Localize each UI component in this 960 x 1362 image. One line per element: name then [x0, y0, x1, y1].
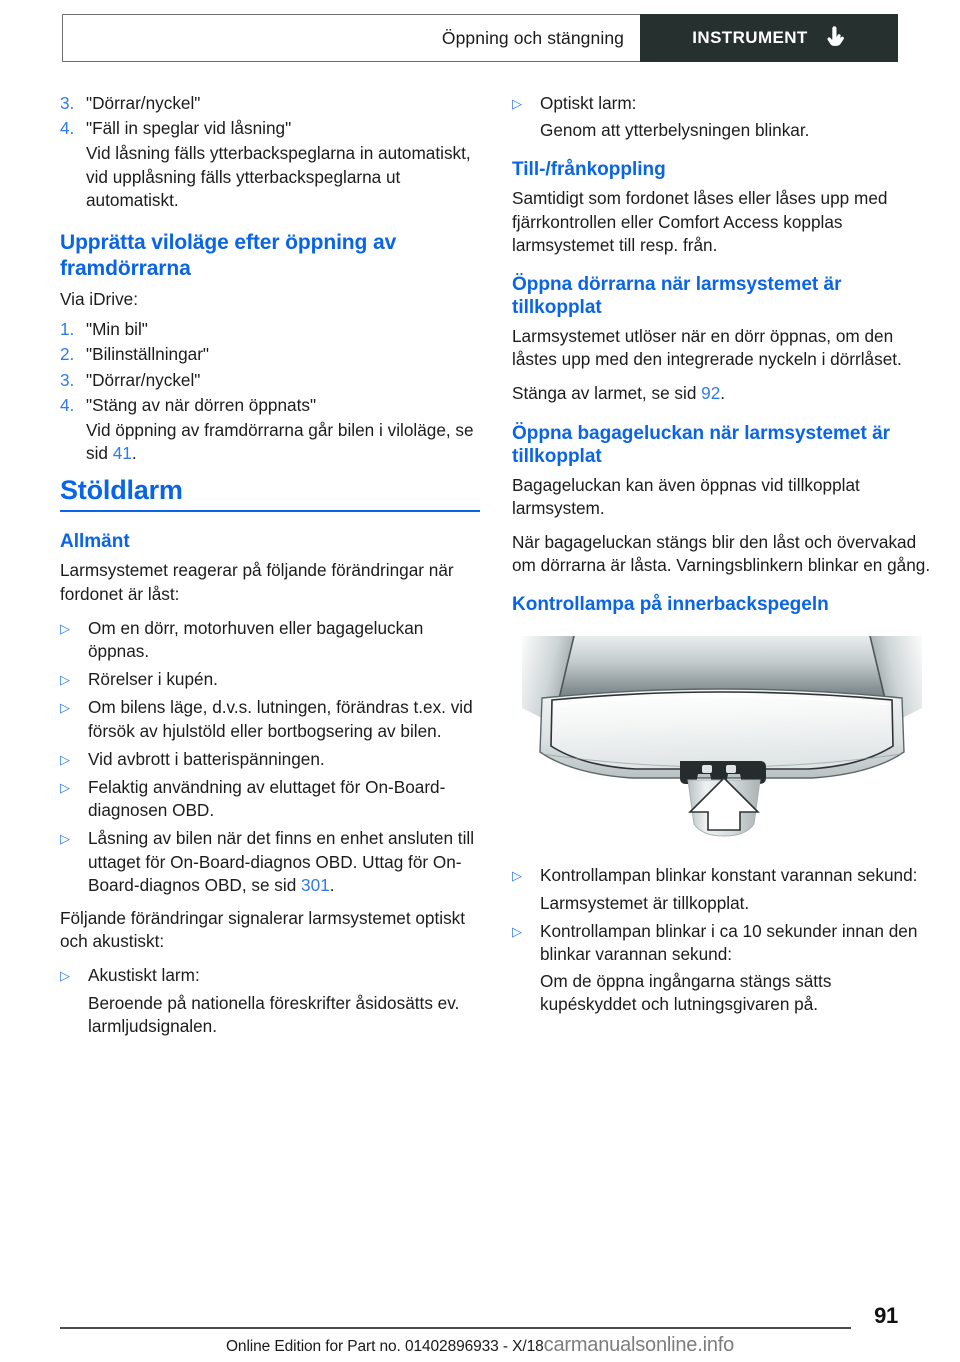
optiskt-body: Genom att ytterbelysningen blinkar.: [540, 120, 810, 141]
bullet-label: Kontrollampan blinkar i ca 10 sekunder innan den blinkar varannan sekund:: [540, 920, 918, 965]
list-item-label: Rörelser i kupén.: [88, 669, 218, 690]
triangle-bullet-icon: ▷: [60, 672, 70, 688]
list-item-label: "Stäng av när dörren öppnats": [86, 394, 317, 415]
list-item: [60, 369, 480, 392]
list-item: [60, 318, 480, 341]
till-frånkoppling-body: Samtidigt som fordonet låses eller låses upp med fjärrkontrollen eller Comfort Access kopplas larmsystemet till resp. från.: [512, 188, 888, 255]
list-item: [60, 827, 480, 897]
triangle-bullet-icon: ▷: [512, 96, 522, 111]
list-item-label: "Dörrar/nyckel": [86, 93, 201, 113]
öppna-dörrarna-body: Larmsystemet utlöser när en dörr öppnas, om den låstes upp med den integrerade nyckeln i dörrlåset.: [512, 326, 902, 370]
heading-allmänt: Allmänt: [60, 531, 130, 553]
list-item: [60, 92, 480, 115]
stänga-av-larmet: [512, 382, 932, 405]
list-item: [512, 92, 932, 142]
idrive-numbered-list: [60, 318, 480, 465]
obd-text: Låsning av bilen när det finns en enhet ansluten till uttaget för On-Board-diagnos OBD. Uttag för On-Board-diagnos OBD, se sid: [88, 828, 475, 895]
följande-intro: Följande förändringar signalerar larmsystemet optiskt och akustiskt:: [60, 908, 466, 952]
left-column: [60, 92, 480, 1048]
bullet-body: Larmsystemet är tillkopplat.: [540, 892, 750, 913]
list-item: [60, 668, 480, 691]
heading-kontrollampa: Kontrollampa på innerbackspegeln: [512, 594, 829, 616]
page-header: [62, 14, 898, 62]
footer-divider: [60, 1327, 851, 1329]
page-reference-92[interactable]: 92: [701, 383, 721, 404]
list-item-label: "Bilinställningar": [86, 344, 210, 365]
heading-öppna-dörrarna: Öppna dörrarna när larmsystemet är tillkopplat: [512, 274, 842, 319]
list-item-label: [540, 92, 932, 142]
right-column: [512, 92, 932, 1027]
bagage-body-2: När bagageluckan stängs blir den låst och övervakad om dörrarna är låsta. Varningsblinkern blinkar en gång.: [512, 532, 931, 576]
page-reference-301[interactable]: 301: [301, 874, 330, 895]
list-item-description: [86, 419, 480, 465]
heading-upprätta-viloläge: Upprätta viloläge efter öppning av framdörrarna: [60, 231, 397, 280]
akustiskt-bullet-list: [60, 964, 480, 1038]
watermark: carmanualsonline.info: [543, 1334, 735, 1356]
list-item-label: [88, 964, 480, 1038]
list-item: [60, 617, 480, 663]
bagage-body-1: Bagageluckan kan även öppnas vid tillkopplat larmsystem.: [512, 474, 860, 518]
optiskt-label: Optiskt larm:: [540, 93, 637, 113]
list-item-label: [540, 920, 932, 1017]
footer: [0, 1334, 960, 1357]
list-item: [512, 920, 932, 1017]
list-item-number: 3.: [60, 93, 75, 113]
list-item-number: 3.: [60, 369, 75, 390]
list-item-description: Vid låsning fälls ytterbackspeglarna in automatiskt, vid upplåsning fälls ytterbackspeglarna ut automatiskt.: [86, 143, 471, 210]
kontrollampa-bullet-list: [512, 864, 932, 1016]
triangle-bullet-icon: ▷: [60, 831, 70, 847]
list-item-label: "Fäll in speglar vid låsning": [86, 118, 292, 139]
breadcrumb-label: Öppning och stängning: [441, 27, 624, 48]
list-item-label: [540, 864, 932, 914]
list-item: [60, 343, 480, 366]
desc-text-end: .: [131, 443, 137, 464]
allmänt-bullet-list: [60, 617, 480, 897]
triangle-bullet-icon: ▷: [60, 780, 70, 796]
stänga-av-text-end: .: [720, 383, 726, 404]
list-item-label: Felaktig användning av eluttaget för On-Board-diagnosen OBD.: [88, 777, 446, 821]
obd-text-end: .: [329, 874, 335, 895]
top-numbered-list: [60, 92, 480, 212]
list-item-label: "Dörrar/nyckel": [86, 369, 201, 390]
list-item: [60, 776, 480, 822]
triangle-bullet-icon: ▷: [512, 923, 522, 939]
tab-instrument-label: INSTRUMENT: [692, 28, 808, 47]
triangle-bullet-icon: ▷: [60, 751, 70, 767]
breadcrumb: [62, 14, 640, 62]
list-item-label: Om en dörr, motorhuven eller bagageluckan öppnas.: [88, 617, 424, 662]
list-item-number: 2.: [60, 344, 75, 365]
optiskt-bullet-list: [512, 92, 932, 142]
page-number: 91: [874, 1303, 898, 1328]
section-title-stöldlarm: Stöldlarm: [60, 475, 183, 506]
interior-rearview-mirror-illustration: [512, 628, 932, 846]
list-item: [60, 117, 480, 140]
list-item-label: [88, 827, 480, 897]
list-item-label: Om bilens läge, d.v.s. lutningen, förändras t.ex. vid försök av hjulstöld eller bortbogsering av bilen.: [88, 697, 473, 741]
allmänt-intro: Larmsystemet reagerar på följande förändringar när fordonet är låst:: [60, 560, 454, 604]
list-item-label: Vid avbrott i batterispänningen.: [88, 748, 325, 769]
via-idrive-label: Via iDrive:: [60, 289, 139, 310]
list-item: [60, 696, 480, 742]
bullet-label: Kontrollampan blinkar konstant varannan sekund:: [540, 865, 918, 886]
desc-text: Vid öppning av framdörrarna går bilen i viloläge, se sid: [86, 420, 474, 464]
bullet-body: Om de öppna ingångarna stängs sätts kupéskyddet och lutningsgivaren på.: [540, 971, 832, 1015]
edition-note: Online Edition for Part no. 01402896933 - X/18: [225, 1338, 544, 1355]
list-item: [60, 748, 480, 771]
list-item-number: 4.: [60, 118, 75, 139]
triangle-bullet-icon: ▷: [512, 868, 522, 884]
heading-till-frånkoppling: Till-/frånkoppling: [512, 159, 666, 181]
list-item-number: 1.: [60, 319, 75, 340]
stänga-av-text: Stänga av larmet, se sid: [512, 383, 702, 404]
triangle-bullet-icon: ▷: [60, 620, 70, 636]
tab-instrument[interactable]: [640, 14, 898, 62]
akustiskt-label: Akustiskt larm:: [88, 965, 200, 986]
akustiskt-body: Beroende på nationella föreskrifter åsidosätts ev. larmljudsignalen.: [88, 992, 460, 1036]
triangle-bullet-icon: ▷: [60, 700, 70, 716]
list-item-label: "Min bil": [86, 319, 148, 340]
list-item: [512, 864, 932, 914]
heading-öppna-bagageluckan: Öppna bagageluckan när larmsystemet är tillkopplat: [512, 422, 891, 467]
list-item-number: 4.: [60, 394, 75, 415]
pointing-hand-icon: [826, 25, 846, 51]
triangle-bullet-icon: ▷: [60, 968, 70, 984]
page-reference-41[interactable]: 41: [112, 443, 132, 464]
list-item: [60, 964, 480, 1038]
list-item: [60, 394, 480, 417]
section-divider: [60, 510, 480, 512]
